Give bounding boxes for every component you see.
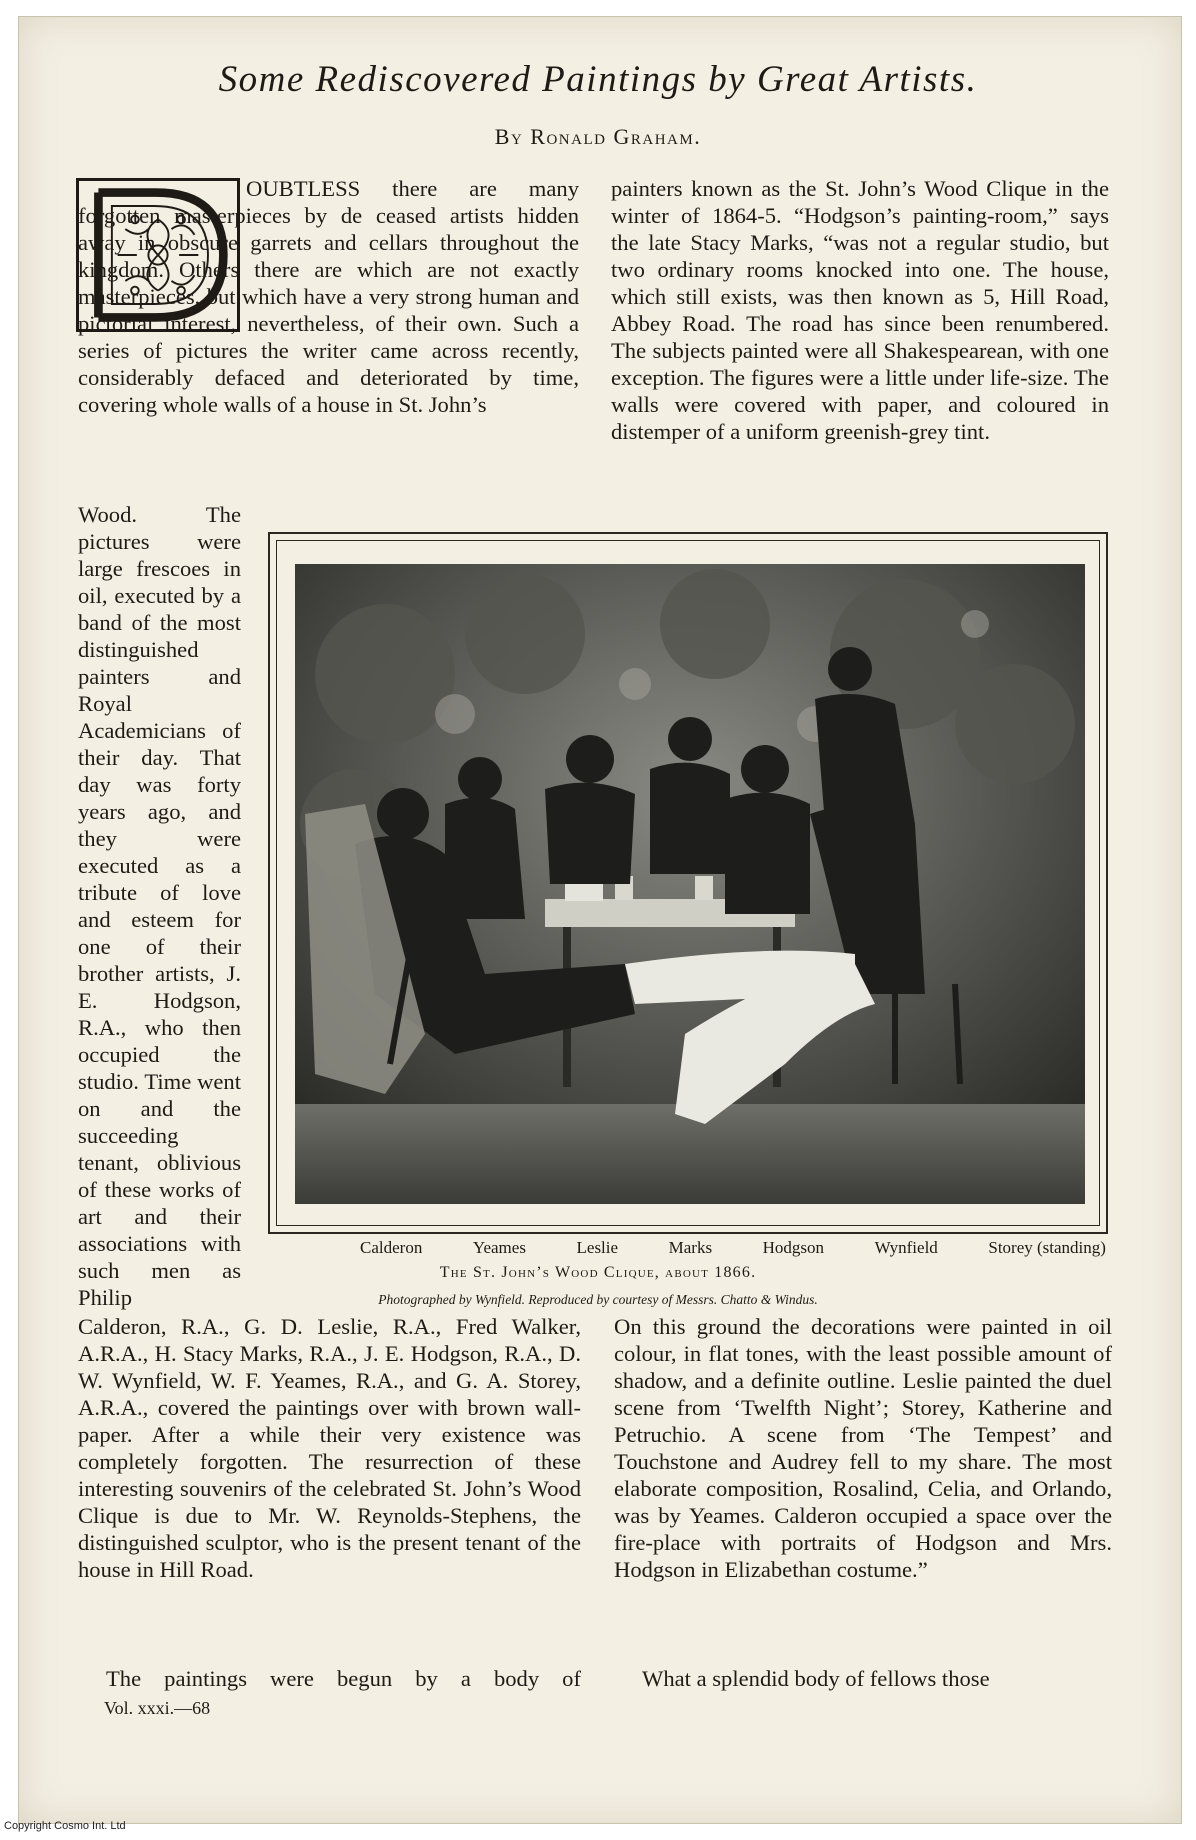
article-title: Some Rediscovered Paintings by Great Artists. bbox=[218, 59, 978, 100]
col2-bottom-paragraph: On this ground the decorations were painted in oil colour, in flat tones, with the least possible amount of shadow, and a definite outline. Leslie painted the duel scene from ‘Twelfth Night’; Storey, Katherine and Petruchio. A scene from ‘The Tempest’ and Touchstone and Audrey fell to my share. The most elaborate composition, Rosalind, Celia, and Orlando, was by Yeames. Calderon occupied a space over the fire-place with portraits of Hodgson and Mrs. Hodgson in Elizabethan costume.” bbox=[614, 1314, 1112, 1582]
name-label: Hodgson bbox=[762, 1238, 825, 1257]
col1-top-paragraph: OUBTLESS there are many forgotten masterpieces by de ceased artists hidden away in obscure garrets and cellars throughout the kingdom. Others there are which are not exactly masterpieces, but which have a very strong human and pictorial interest, nevertheless, of their own. Such a series of pictures the writer came across recently, considerably defaced and deteriorated by time, covering whole walls of a house in St. John’s bbox=[78, 176, 579, 417]
photo-illustration-icon bbox=[295, 564, 1085, 1204]
col1-last-line: The paintings were begun by a body of bbox=[106, 1666, 581, 1691]
name-label: Yeames bbox=[472, 1238, 526, 1257]
copyright-notice: Copyright Cosmo Int. Ltd bbox=[4, 1820, 126, 1832]
name-label: Wynfield bbox=[874, 1238, 938, 1257]
name-label: Calderon bbox=[360, 1238, 423, 1257]
col1-bottom-paragraph: Calderon, R.A., G. D. Leslie, R.A., Fred Walker, A.R.A., H. Stacy Marks, R.A., J. E. Hodgson, R.A., D. W. Wynfield, W. F. Yeames, R.A., and G. A. Storey, A.R.A., covered the paintings over with brown wall-paper. After a while their very existence was completely forgotten. The resurrection of these interesting souvenirs of the celebrated St. John’s Wood Clique is due to Mr. W. Reynolds-Stephens, the distinguished sculptor, who is the present tenant of the house in Hill Road. bbox=[78, 1314, 581, 1582]
photo-caption: The St. John’s Wood Clique, about 1866. bbox=[439, 1264, 757, 1281]
col1-narrow-paragraph: Wood. The pictures were large frescoes in oil, executed by a band of the most distinguished painters and Royal Academicians of their day. That day was forty years ago, and they were executed as a tribute of love and esteem for one of their brother artists, J. E. Hodgson, R.A., who then occupied the studio. Time went on and the succeeding tenant, oblivious of these works of art and their associations with such men as Philip bbox=[78, 502, 241, 1310]
article-byline: By Ronald Graham. bbox=[494, 124, 702, 149]
name-label: Leslie bbox=[576, 1238, 619, 1257]
photo-credit: Photographed by Wynfield. Reproduced by courtesy of Messrs. Chatto & Windus. bbox=[378, 1292, 818, 1307]
col2-last-line: What a splendid body of fellows those bbox=[642, 1666, 990, 1691]
col2-top-paragraph: painters known as the St. John’s Wood Clique in the winter of 1864-5. “Hodgson’s painting-room,” says the late Stacy Marks, “was not a regular studio, but two ordinary rooms knocked into one. The house, which still exists, was then known as 5, Hill Road, Abbey Road. The road has since been renumbered. The subjects painted were all Shakespearean, with one exception. The figures were a little under life-size. The walls were covered with paper, and coloured in distemper of a uniform greenish-grey tint. bbox=[611, 176, 1109, 444]
name-label: Storey (standing) bbox=[988, 1238, 1106, 1257]
volume-folio: Vol. xxxi.—68 bbox=[104, 1698, 211, 1718]
photo-name-labels bbox=[360, 1238, 1106, 1258]
group-photograph bbox=[295, 564, 1085, 1204]
name-label: Marks bbox=[668, 1238, 713, 1257]
